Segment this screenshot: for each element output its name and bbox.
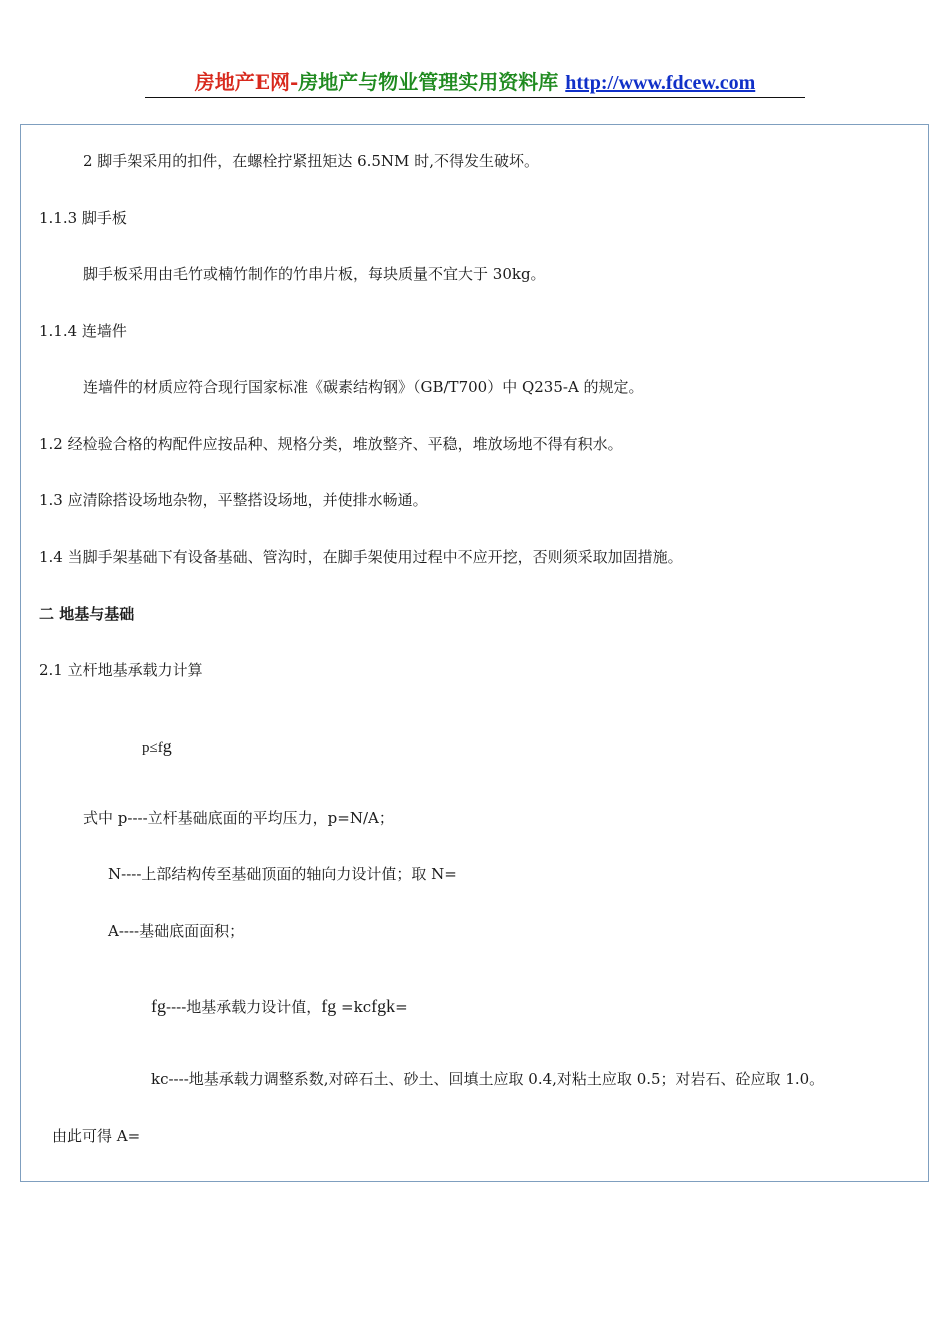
header-site-name: 房地产E网 [194, 70, 290, 94]
result-a: 由此可得 A= [52, 1127, 141, 1145]
formula-g: g [162, 736, 172, 756]
def-fg-eq: =kc [336, 998, 372, 1016]
para-scaffold-board: 脚手板采用由毛竹或楠竹制作的竹串片板，每块质量不宜大于 30kg。 [83, 265, 546, 283]
header-dash: - [289, 70, 299, 94]
def-fgk-symbol: fgk [371, 996, 396, 1016]
para-1-3: 1.3 应清除搭设场地杂物，平整搭设场地，并使排水畅通。 [39, 491, 428, 509]
heading-2-1: 2.1 立杆地基承载力计算 [39, 661, 203, 679]
header-library-title: 房地产与物业管理实用资料库 [298, 70, 559, 94]
para-clip-torque: 2 脚手架采用的扣件，在螺栓拧紧扭矩达 6.5NM 时,不得发生破坏。 [83, 152, 539, 170]
def-kc: kc----地基承载力调整系数,对碎石土、砂土、回填土应取 0.4,对粘土应取 0.5；对岩石、砼应取 1.0。 [151, 1070, 825, 1088]
formula-p: p≤f [142, 740, 163, 756]
def-fg [151, 996, 408, 1017]
def-fg-end: = [395, 998, 408, 1016]
heading-1-1-4: 1.1.4 连墙件 [39, 322, 127, 340]
page-header [145, 66, 805, 98]
para-1-2: 1.2 经检验合格的构配件应按品种、规格分类，堆放整齐、平稳，堆放场地不得有积水。 [39, 435, 623, 453]
def-fg-symbol: fg [151, 996, 166, 1016]
def-n: N----上部结构传至基础顶面的轴向力设计值；取 N= [108, 865, 457, 883]
header-url-link[interactable]: http://www.fdcew.com [565, 72, 756, 94]
section-heading-foundation: 二 地基与基础 [39, 605, 135, 623]
formula-p-le-fg [142, 736, 172, 758]
para-1-4: 1.4 当脚手架基础下有设备基础、管沟时，在脚手架使用过程中不应开挖，否则须采取加固措施。 [39, 548, 683, 566]
para-wall-connector: 连墙件的材质应符合现行国家标准《碳素结构钢》（GB/T700）中 Q235-A 的规定。 [83, 378, 644, 396]
def-fg-symbol-2: fg [321, 996, 337, 1016]
def-p: 式中 p----立杆基础底面的平均压力，p=N/A； [83, 809, 394, 827]
heading-1-1-3: 1.1.3 脚手板 [39, 209, 127, 227]
def-fg-text: ----地基承载力设计值， [166, 998, 322, 1016]
def-a: A----基础底面面积； [108, 922, 245, 940]
